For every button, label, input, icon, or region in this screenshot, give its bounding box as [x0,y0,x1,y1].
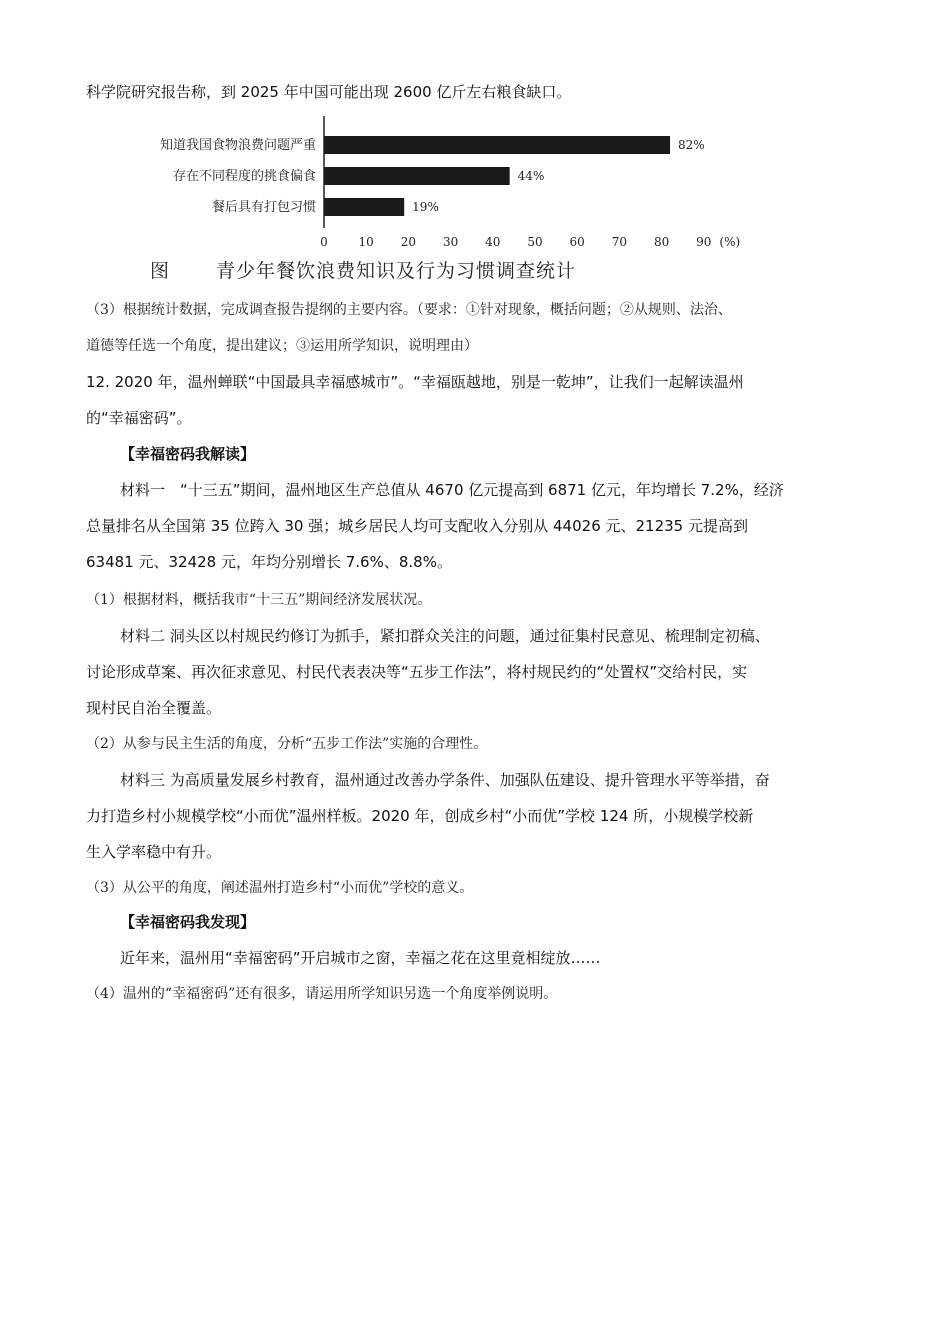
data-label: 44% [517,169,545,183]
material-2-line-3: 现村民自治全覆盖。 [86,699,222,717]
intro-text: 科学院研究报告称，到 2025 年中国可能出现 2600 亿斤左右粮食缺口。 [86,83,572,101]
chart-title [150,256,576,283]
material-4: 近年来，温州用“幸福密码”开启城市之窗，幸福之花在这里竟相绽放…… [120,949,601,967]
x-tick-label: 40 [485,235,501,249]
category-label: 存在不同程度的挑食偏食 [172,169,316,184]
question-11-3-line-1: （3）根据统计数据，完成调查报告提纲的主要内容。（要求：①针对现象，概括问题；②从规则、法治、 [86,302,732,318]
material-1-line-2: 总量排名从全国第 35 位跨入 30 强；城乡居民人均可支配收入分别从 44026 元、21235 元提高到 [86,517,748,535]
question-11-3-line-2: 道德等任选一个角度，提出建议；③运用所学知识，说明理由） [86,338,478,354]
data-label: 82% [678,138,705,152]
data-label: 19% [412,200,439,214]
material-3-line-2: 力打造乡村小规模学校“小而优”温州样板。2020 年，创成乡村“小而优”学校 124 所，小规模学校新 [86,807,754,825]
question-1: （1）根据材料，概括我市“十三五”期间经济发展状况。 [86,592,432,608]
x-tick-label: 80 [653,235,670,249]
chart-title-text: 青少年餐饮浪费知识及行为习惯调查统计 [216,260,577,282]
bar-chart [86,108,786,253]
x-axis-unit-label: (%) [719,235,741,249]
x-tick-label: 90 [696,235,712,249]
bar [324,167,510,185]
material-1-line-1: 材料一 “十三五”期间，温州地区生产总值从 4670 亿元提高到 6871 亿元，年均增长 7.2%，经济 [120,481,784,499]
x-tick-label: 0 [320,235,328,249]
figure-label: 图 [150,260,171,282]
material-2-line-2: 讨论形成草案、再次征求意见、村民代表表决等“五步工作法”，将村规民约的“处置权”交给村民，实 [86,663,748,681]
section-heading-decode: 【幸福密码我解读】 [120,445,256,463]
question-3: （3）从公平的角度，阐述温州打造乡村“小而优”学校的意义。 [86,880,474,896]
category-label: 餐后具有打包习惯 [211,200,316,215]
question-12-line-1: 12. 2020 年，温州蝉联“中国最具幸福感城市”。“幸福瓯越地，别是一乾坤”，让我们一起解读温州 [86,373,744,391]
material-3-line-1: 材料三 为高质量发展乡村教育，温州通过改善办学条件、加强队伍建设、提升管理水平等举措，奋 [120,771,770,789]
x-tick-label: 60 [569,235,585,249]
question-4: （4）温州的“幸福密码”还有很多，请运用所学知识另选一个角度举例说明。 [86,986,558,1002]
material-2-line-1: 材料二 洞头区以村规民约修订为抓手，紧扣群众关注的问题，通过征集村民意见、梳理制定初稿、 [120,627,770,645]
x-tick-label: 50 [527,235,543,249]
x-tick-label: 10 [358,235,374,249]
question-12-line-2: 的“幸福密码”。 [86,409,192,427]
x-tick-label: 70 [611,235,628,249]
bar [324,198,404,216]
material-3-line-3: 生入学率稳中有升。 [86,843,222,861]
x-tick-label: 30 [442,235,459,249]
x-tick-label: 20 [400,235,417,249]
material-1-line-3: 63481 元、32428 元，年均分别增长 7.6%、8.8%。 [86,553,452,571]
bar [324,136,670,154]
section-heading-discover: 【幸福密码我发现】 [120,913,256,931]
category-label: 知道我国食物浪费问题严重 [159,138,316,153]
question-2: （2）从参与民主生活的角度，分析“五步工作法”实施的合理性。 [86,736,488,752]
